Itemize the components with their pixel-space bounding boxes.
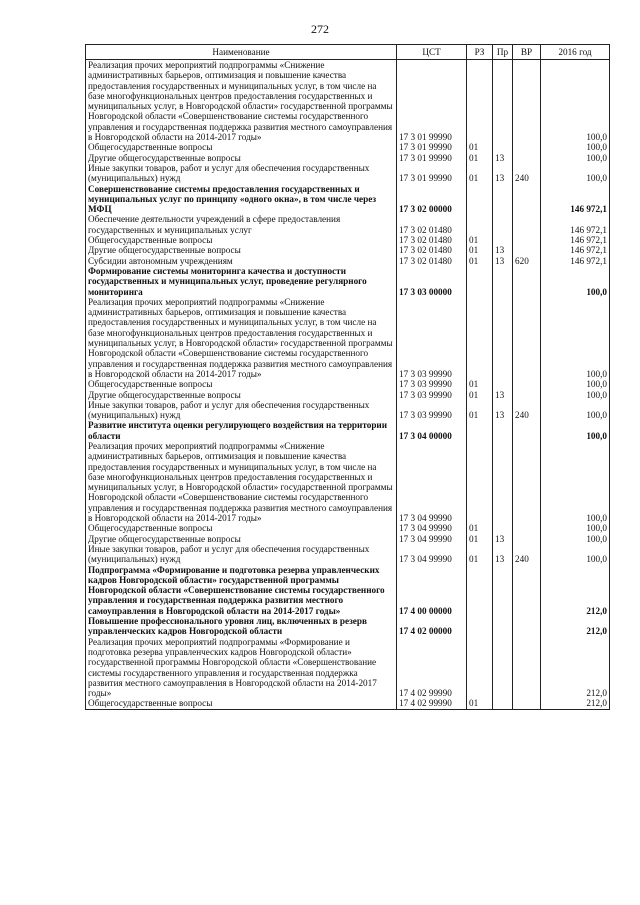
budget-table xyxy=(85,44,610,710)
cell-vr: 240 xyxy=(513,163,541,184)
cell-amount: 100,0 xyxy=(541,163,610,184)
cell-rz xyxy=(467,297,493,379)
cell-pr xyxy=(493,523,513,533)
table-row xyxy=(86,379,610,389)
cell-rz: 01 xyxy=(467,390,493,400)
cell-pr xyxy=(493,60,513,143)
cell-rz: 01 xyxy=(467,698,493,709)
header-rz: РЗ xyxy=(467,45,493,60)
cell-pr xyxy=(493,184,513,215)
cell-cst: 17 3 02 00000 xyxy=(397,184,467,215)
cell-amount: 100,0 xyxy=(541,379,610,389)
cell-rz: 01 xyxy=(467,379,493,389)
table-row xyxy=(86,698,610,709)
cell-cst: 17 4 02 00000 xyxy=(397,616,467,637)
cell-vr xyxy=(513,534,541,544)
table-row xyxy=(86,153,610,163)
cell-pr: 13 xyxy=(493,400,513,421)
cell-rz: 01 xyxy=(467,523,493,533)
cell-name: Реализация прочих мероприятий подпрограммы «Снижение административных барьеров, оптимизация и повышение качества предоставления государственных и муниципальных услуг, в том числе на базе многофункциональных центров предоставления государственных и муниципальных услуг, в Новгородской области» государственной программы Новгородской области «Совершенствование системы государственного управления и государственная поддержка развития местного самоуправления в Новгородской области на 2014-2017 годы» xyxy=(86,60,397,143)
cell-cst: 17 3 04 00000 xyxy=(397,420,467,441)
cell-vr xyxy=(513,214,541,235)
cell-vr xyxy=(513,379,541,389)
cell-amount: 100,0 xyxy=(541,420,610,441)
table-row xyxy=(86,214,610,235)
cell-vr xyxy=(513,266,541,297)
cell-amount: 100,0 xyxy=(541,60,610,143)
table-row xyxy=(86,616,610,637)
cell-rz xyxy=(467,214,493,235)
cell-pr: 13 xyxy=(493,256,513,266)
cell-name: Общегосударственные вопросы xyxy=(86,379,397,389)
cell-name: Общегосударственные вопросы xyxy=(86,523,397,533)
cell-vr xyxy=(513,297,541,379)
cell-amount: 146 972,1 xyxy=(541,235,610,245)
cell-amount: 100,0 xyxy=(541,523,610,533)
cell-vr xyxy=(513,245,541,255)
cell-pr: 13 xyxy=(493,534,513,544)
cell-cst: 17 3 03 99990 xyxy=(397,297,467,379)
cell-rz xyxy=(467,441,493,523)
table-row xyxy=(86,400,610,421)
cell-vr: 240 xyxy=(513,400,541,421)
table-row xyxy=(86,184,610,215)
table-row xyxy=(86,390,610,400)
cell-name: Субсидии автономным учреждениям xyxy=(86,256,397,266)
table-row xyxy=(86,565,610,616)
cell-cst: 17 3 02 01480 xyxy=(397,256,467,266)
header-vr: ВР xyxy=(513,45,541,60)
cell-cst: 17 3 02 01480 xyxy=(397,235,467,245)
cell-name: Совершенствование системы предоставления государственных и муниципальных услуг по принципу «одного окна», в том числе через МФЦ xyxy=(86,184,397,215)
table-row xyxy=(86,534,610,544)
cell-pr: 13 xyxy=(493,390,513,400)
cell-amount: 100,0 xyxy=(541,390,610,400)
cell-name: Формирование системы мониторинга качества и доступности государственных и муниципальных услуг, проведение регулярного мониторинга xyxy=(86,266,397,297)
cell-amount: 212,0 xyxy=(541,637,610,699)
cell-amount: 212,0 xyxy=(541,616,610,637)
cell-name: Подпрограмма «Формирование и подготовка резерва управленческих кадров Новгородской области» государственной программы Новгородской области «Совершенствование системы государственного управления и государственная поддержка развития местного самоуправления в Новгородской области на 2014-2017 годы» xyxy=(86,565,397,616)
cell-cst: 17 3 03 00000 xyxy=(397,266,467,297)
cell-cst: 17 3 03 99990 xyxy=(397,390,467,400)
cell-amount: 100,0 xyxy=(541,534,610,544)
cell-cst: 17 3 04 99990 xyxy=(397,441,467,523)
table-row xyxy=(86,441,610,523)
page-number: 272 xyxy=(311,22,329,36)
table-row xyxy=(86,523,610,533)
header-year-2016: 2016 год xyxy=(541,45,610,60)
table-body xyxy=(86,60,610,710)
cell-vr xyxy=(513,616,541,637)
cell-vr: 620 xyxy=(513,256,541,266)
cell-pr xyxy=(493,235,513,245)
cell-amount: 100,0 xyxy=(541,400,610,421)
table-row xyxy=(86,266,610,297)
cell-name: Развитие института оценки регулирующего воздействия на территории области xyxy=(86,420,397,441)
cell-name: Другие общегосударственные вопросы xyxy=(86,245,397,255)
cell-name: Иные закупки товаров, работ и услуг для обеспечения государственных (муниципальных) нужд xyxy=(86,163,397,184)
cell-amount: 146 972,1 xyxy=(541,184,610,215)
cell-amount: 100,0 xyxy=(541,153,610,163)
cell-cst: 17 3 02 01480 xyxy=(397,214,467,235)
cell-amount: 100,0 xyxy=(541,544,610,565)
cell-cst: 17 3 01 99990 xyxy=(397,163,467,184)
cell-rz: 01 xyxy=(467,142,493,152)
cell-name: Другие общегосударственные вопросы xyxy=(86,390,397,400)
cell-name: Иные закупки товаров, работ и услуг для обеспечения государственных (муниципальных) нужд xyxy=(86,400,397,421)
cell-pr xyxy=(493,698,513,709)
cell-amount: 146 972,1 xyxy=(541,256,610,266)
cell-pr xyxy=(493,565,513,616)
cell-cst: 17 3 02 01480 xyxy=(397,245,467,255)
cell-rz xyxy=(467,637,493,699)
cell-rz xyxy=(467,565,493,616)
cell-amount: 146 972,1 xyxy=(541,214,610,235)
cell-pr xyxy=(493,297,513,379)
cell-cst: 17 4 02 99990 xyxy=(397,698,467,709)
cell-vr: 240 xyxy=(513,544,541,565)
table-row xyxy=(86,245,610,255)
cell-name: Общегосударственные вопросы xyxy=(86,698,397,709)
cell-cst: 17 3 04 99990 xyxy=(397,544,467,565)
cell-rz: 01 xyxy=(467,153,493,163)
cell-cst: 17 3 03 99990 xyxy=(397,379,467,389)
cell-pr xyxy=(493,379,513,389)
cell-rz xyxy=(467,616,493,637)
cell-amount: 100,0 xyxy=(541,142,610,152)
cell-rz xyxy=(467,60,493,143)
cell-amount: 212,0 xyxy=(541,565,610,616)
cell-name: Общегосударственные вопросы xyxy=(86,235,397,245)
cell-name: Общегосударственные вопросы xyxy=(86,142,397,152)
cell-cst: 17 4 00 00000 xyxy=(397,565,467,616)
cell-pr xyxy=(493,142,513,152)
cell-vr xyxy=(513,142,541,152)
table-row xyxy=(86,637,610,699)
cell-rz xyxy=(467,184,493,215)
cell-name: Другие общегосударственные вопросы xyxy=(86,534,397,544)
cell-cst: 17 3 04 99990 xyxy=(397,534,467,544)
cell-rz xyxy=(467,266,493,297)
table-row xyxy=(86,297,610,379)
cell-rz: 01 xyxy=(467,534,493,544)
table-row xyxy=(86,420,610,441)
table-row xyxy=(86,60,610,143)
cell-pr xyxy=(493,441,513,523)
header-name: Наименование xyxy=(86,45,397,60)
cell-pr xyxy=(493,616,513,637)
cell-pr xyxy=(493,214,513,235)
cell-name: Повышение профессионального уровня лиц, включенных в резерв управленческих кадров Новгородской области xyxy=(86,616,397,637)
cell-vr xyxy=(513,390,541,400)
cell-name: Реализация прочих мероприятий подпрограммы «Снижение административных барьеров, оптимизация и повышение качества предоставления государственных и муниципальных услуг, в том числе на базе многофункциональных центров предоставления государственных и муниципальных услуг, в Новгородской области» государственной программы Новгородской области «Совершенствование системы государственного управления и государственная поддержка развития местного самоуправления в Новгородской области на 2014-2017 годы» xyxy=(86,441,397,523)
cell-cst: 17 4 02 99990 xyxy=(397,637,467,699)
cell-pr xyxy=(493,420,513,441)
cell-vr xyxy=(513,565,541,616)
cell-amount: 212,0 xyxy=(541,698,610,709)
cell-vr xyxy=(513,698,541,709)
cell-name: Иные закупки товаров, работ и услуг для обеспечения государственных (муниципальных) нужд xyxy=(86,544,397,565)
cell-vr xyxy=(513,60,541,143)
cell-name: Реализация прочих мероприятий подпрограммы «Формирование и подготовка резерва управленческих кадров Новгородской области» государственной программы Новгородской области «Совершенствование системы государственного управления и государственная поддержка развития местного самоуправления в Новгородской области на 2014-2017 годы» xyxy=(86,637,397,699)
cell-name: Другие общегосударственные вопросы xyxy=(86,153,397,163)
cell-amount: 100,0 xyxy=(541,266,610,297)
cell-rz: 01 xyxy=(467,544,493,565)
cell-vr xyxy=(513,523,541,533)
cell-rz: 01 xyxy=(467,245,493,255)
cell-cst: 17 3 01 99990 xyxy=(397,142,467,152)
cell-vr xyxy=(513,441,541,523)
cell-cst: 17 3 01 99990 xyxy=(397,60,467,143)
cell-vr xyxy=(513,420,541,441)
table-row xyxy=(86,142,610,152)
cell-amount: 100,0 xyxy=(541,441,610,523)
table-row xyxy=(86,235,610,245)
cell-rz: 01 xyxy=(467,163,493,184)
table-row xyxy=(86,163,610,184)
cell-cst: 17 3 01 99990 xyxy=(397,153,467,163)
cell-pr xyxy=(493,637,513,699)
cell-rz: 01 xyxy=(467,256,493,266)
table-header-row xyxy=(86,45,610,60)
cell-name: Обеспечение деятельности учреждений в сфере предоставления государственных и муниципальных услуг xyxy=(86,214,397,235)
cell-pr: 13 xyxy=(493,163,513,184)
cell-amount: 100,0 xyxy=(541,297,610,379)
cell-vr xyxy=(513,153,541,163)
cell-pr: 13 xyxy=(493,245,513,255)
cell-name: Реализация прочих мероприятий подпрограммы «Снижение административных барьеров, оптимизация и повышение качества предоставления государственных и муниципальных услуг, в том числе на базе многофункциональных центров предоставления государственных и муниципальных услуг, в Новгородской области» государственной программы Новгородской области «Совершенствование системы государственного управления и государственная поддержка развития местного самоуправления в Новгородской области на 2014-2017 годы» xyxy=(86,297,397,379)
cell-amount: 146 972,1 xyxy=(541,245,610,255)
cell-pr: 13 xyxy=(493,544,513,565)
table-row xyxy=(86,256,610,266)
header-cst: ЦСТ xyxy=(397,45,467,60)
table-row xyxy=(86,544,610,565)
cell-rz: 01 xyxy=(467,400,493,421)
cell-cst: 17 3 03 99990 xyxy=(397,400,467,421)
cell-pr: 13 xyxy=(493,153,513,163)
cell-pr xyxy=(493,266,513,297)
cell-vr xyxy=(513,235,541,245)
cell-cst: 17 3 04 99990 xyxy=(397,523,467,533)
cell-vr xyxy=(513,184,541,215)
cell-rz: 01 xyxy=(467,235,493,245)
cell-rz xyxy=(467,420,493,441)
cell-vr xyxy=(513,637,541,699)
header-pr: Пр xyxy=(493,45,513,60)
